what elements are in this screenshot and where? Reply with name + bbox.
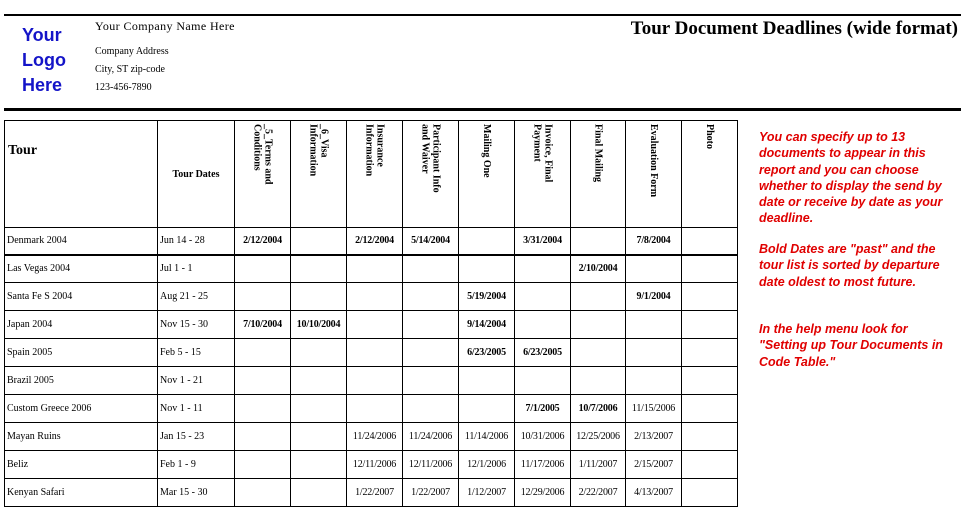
table-row xyxy=(5,255,738,283)
deadline-cell: 11/24/2006 xyxy=(347,423,403,451)
deadline-cell xyxy=(515,283,571,311)
column-header-document xyxy=(291,121,347,228)
deadline-cell xyxy=(235,479,291,507)
note-bold-dates: Bold Dates are "past" and the tour list is sorted by departure date oldest to most future. xyxy=(759,242,940,289)
company-city: City, ST zip-code xyxy=(95,64,165,75)
deadline-cell: 2/13/2007 xyxy=(626,423,682,451)
deadline-cell xyxy=(682,283,738,311)
company-phone: 123-456-7890 xyxy=(95,82,152,93)
deadline-cell xyxy=(571,283,626,311)
deadline-cell xyxy=(571,311,626,339)
deadline-cell: 10/7/2006 xyxy=(571,395,626,423)
tour-dates-cell: Aug 21 - 25 xyxy=(158,283,235,311)
deadline-cell xyxy=(291,228,347,255)
deadline-cell: 12/25/2006 xyxy=(571,423,626,451)
column-header-label xyxy=(420,121,442,193)
column-header-label xyxy=(481,121,492,178)
tour-dates-cell: Feb 1 - 9 xyxy=(158,451,235,479)
deadline-cell xyxy=(347,283,403,311)
table-row xyxy=(5,479,738,507)
column-header-label xyxy=(648,121,659,197)
deadline-cell: 7/8/2004 xyxy=(626,228,682,255)
column-header-label xyxy=(593,121,604,182)
deadline-cell: 3/31/2004 xyxy=(515,228,571,255)
column-header-line: and Waiver xyxy=(419,124,431,174)
deadline-cell: 6/23/2005 xyxy=(515,339,571,367)
deadline-cell xyxy=(291,451,347,479)
deadline-cell: 12/11/2006 xyxy=(403,451,459,479)
tour-name-cell: Las Vegas 2004 xyxy=(5,255,158,283)
table-row xyxy=(5,367,738,395)
table-row xyxy=(5,339,738,367)
column-header-line: Conditions xyxy=(251,124,263,171)
deadline-cell xyxy=(291,339,347,367)
deadline-cell: 10/10/2004 xyxy=(291,311,347,339)
top-rule xyxy=(4,14,961,16)
deadline-cell: 1/22/2007 xyxy=(403,479,459,507)
deadline-cell xyxy=(682,451,738,479)
tour-dates-cell: Jan 15 - 23 xyxy=(158,423,235,451)
deadline-cell xyxy=(459,367,515,395)
deadline-cell: 2/15/2007 xyxy=(626,451,682,479)
column-header-label xyxy=(704,121,715,149)
deadline-cell: 1/22/2007 xyxy=(347,479,403,507)
deadline-cell xyxy=(291,367,347,395)
logo-line: Logo xyxy=(22,50,66,70)
company-address: Company Address xyxy=(95,46,169,57)
table-row xyxy=(5,311,738,339)
report-title: Tour Document Deadlines (wide format) xyxy=(630,18,958,39)
deadline-cell xyxy=(403,339,459,367)
deadline-cell: 10/31/2006 xyxy=(515,423,571,451)
deadline-cell xyxy=(626,367,682,395)
column-header-line: Information xyxy=(307,124,319,177)
deadline-cell: 12/29/2006 xyxy=(515,479,571,507)
deadline-cell xyxy=(291,283,347,311)
column-header-document xyxy=(682,121,738,228)
deadline-cell xyxy=(347,339,403,367)
tour-dates-cell: Nov 1 - 21 xyxy=(158,367,235,395)
tour-dates-cell: Mar 15 - 30 xyxy=(158,479,235,507)
deadline-cell: 4/13/2007 xyxy=(626,479,682,507)
deadline-cell: 11/15/2006 xyxy=(626,395,682,423)
deadline-cell: 1/11/2007 xyxy=(571,451,626,479)
deadline-cell xyxy=(682,367,738,395)
deadline-cell: 12/1/2006 xyxy=(459,451,515,479)
table-row xyxy=(5,451,738,479)
deadline-cell xyxy=(235,283,291,311)
tour-name-cell: Denmark 2004 xyxy=(5,228,158,255)
deadline-cell xyxy=(403,311,459,339)
column-header-line: Mailing One xyxy=(481,124,492,178)
deadline-cell xyxy=(235,423,291,451)
tour-dates-cell: Feb 5 - 15 xyxy=(158,339,235,367)
deadline-cell xyxy=(291,479,347,507)
deadline-cell xyxy=(347,367,403,395)
tour-name-cell: Brazil 2005 xyxy=(5,367,158,395)
deadline-cell: 11/14/2006 xyxy=(459,423,515,451)
deadline-cell xyxy=(682,255,738,283)
deadline-cell xyxy=(291,395,347,423)
deadline-cell: 5/19/2004 xyxy=(459,283,515,311)
deadline-cell xyxy=(571,367,626,395)
note-documents: You can specify up to 13 documents to appear in this report and you can choose whether to display the send by date or receive by date as your deadline. xyxy=(759,130,943,226)
column-header-line: Participant Info xyxy=(430,124,442,193)
deadline-cell xyxy=(235,395,291,423)
deadline-cell: 1/12/2007 xyxy=(459,479,515,507)
deadline-cell: 9/14/2004 xyxy=(459,311,515,339)
tour-name-cell: Kenyan Safari xyxy=(5,479,158,507)
deadline-cell: 7/1/2005 xyxy=(515,395,571,423)
column-header-line: Insurance xyxy=(374,124,386,167)
tour-name-cell: Mayan Ruins xyxy=(5,423,158,451)
tour-dates-cell: Nov 15 - 30 xyxy=(158,311,235,339)
column-header-document xyxy=(459,121,515,228)
tour-name-cell: Beliz xyxy=(5,451,158,479)
table-row xyxy=(5,423,738,451)
deadline-cell xyxy=(682,423,738,451)
deadline-cell xyxy=(459,228,515,255)
deadline-cell: 2/22/2007 xyxy=(571,479,626,507)
note-help-menu: In the help menu look for "Setting up Tour Documents in Code Table." xyxy=(759,322,943,369)
deadline-cell: 7/10/2004 xyxy=(235,311,291,339)
deadline-cell: 6/23/2005 xyxy=(459,339,515,367)
column-header-tour-dates: Tour Dates xyxy=(158,121,235,228)
table-body xyxy=(5,228,738,507)
deadline-cell xyxy=(235,451,291,479)
deadline-cell xyxy=(571,228,626,255)
column-header-line: Photo xyxy=(704,124,715,149)
header-rule xyxy=(4,108,961,111)
tour-name-cell: Japan 2004 xyxy=(5,311,158,339)
deadlines-table xyxy=(4,120,738,507)
deadline-cell: 2/12/2004 xyxy=(347,228,403,255)
column-header-line: Invoice, Final xyxy=(542,124,554,183)
deadline-cell xyxy=(682,228,738,255)
tour-dates-cell: Nov 1 - 11 xyxy=(158,395,235,423)
column-header-line: _6_Visa xyxy=(318,124,330,158)
deadline-cell: 11/24/2006 xyxy=(403,423,459,451)
company-name: Your Company Name Here xyxy=(95,19,235,33)
tour-name-cell: Spain 2005 xyxy=(5,339,158,367)
tour-dates-cell: Jun 14 - 28 xyxy=(158,228,235,255)
deadline-cell xyxy=(291,255,347,283)
deadline-cell xyxy=(403,255,459,283)
column-header-label xyxy=(364,121,386,176)
logo-line: Your xyxy=(22,25,62,45)
deadline-cell xyxy=(403,367,459,395)
deadline-cell xyxy=(347,255,403,283)
column-header-line: _5_Terms and xyxy=(262,124,274,185)
column-header-document xyxy=(347,121,403,228)
deadline-cell: 2/12/2004 xyxy=(235,228,291,255)
deadline-cell xyxy=(682,395,738,423)
column-header-label xyxy=(252,121,274,184)
deadline-cell xyxy=(347,395,403,423)
deadline-cell: 12/11/2006 xyxy=(347,451,403,479)
table-row xyxy=(5,395,738,423)
tour-name-cell: Santa Fe S 2004 xyxy=(5,283,158,311)
deadline-cell xyxy=(515,311,571,339)
deadline-cell xyxy=(459,395,515,423)
column-header-document xyxy=(515,121,571,228)
column-header-tour: Tour xyxy=(5,121,158,228)
company-logo xyxy=(22,23,82,98)
column-header-label xyxy=(308,121,330,176)
column-header-document xyxy=(626,121,682,228)
deadline-cell xyxy=(515,367,571,395)
deadline-cell: 5/14/2004 xyxy=(403,228,459,255)
deadline-cell xyxy=(403,283,459,311)
column-header-document xyxy=(571,121,626,228)
tour-dates-cell: Jul 1 - 1 xyxy=(158,255,235,283)
tour-name-cell: Custom Greece 2006 xyxy=(5,395,158,423)
logo-line: Here xyxy=(22,75,63,95)
column-header-document xyxy=(403,121,459,228)
deadline-cell xyxy=(459,255,515,283)
table-row xyxy=(5,283,738,311)
deadline-cell xyxy=(291,423,347,451)
column-header-document xyxy=(235,121,291,228)
deadline-cell xyxy=(682,311,738,339)
column-header-line: Final Mailing xyxy=(592,124,604,183)
deadline-cell: 2/10/2004 xyxy=(571,255,626,283)
column-header-line: Information xyxy=(363,124,375,177)
deadline-cell: 11/17/2006 xyxy=(515,451,571,479)
deadline-cell xyxy=(626,311,682,339)
table-row xyxy=(5,228,738,255)
deadline-cell xyxy=(347,311,403,339)
column-header-line: Payment xyxy=(531,124,543,162)
deadline-cell xyxy=(626,255,682,283)
deadline-cell xyxy=(571,339,626,367)
deadline-cell xyxy=(682,479,738,507)
deadline-cell xyxy=(682,339,738,367)
deadline-cell xyxy=(235,367,291,395)
deadline-cell xyxy=(403,395,459,423)
deadline-cell: 9/1/2004 xyxy=(626,283,682,311)
column-header-line: Evaluation Form xyxy=(648,124,659,198)
deadline-cell xyxy=(515,255,571,283)
deadline-cell xyxy=(235,339,291,367)
header-row xyxy=(5,121,738,228)
deadline-cell xyxy=(626,339,682,367)
deadline-cell xyxy=(235,255,291,283)
column-header-label xyxy=(532,121,554,182)
